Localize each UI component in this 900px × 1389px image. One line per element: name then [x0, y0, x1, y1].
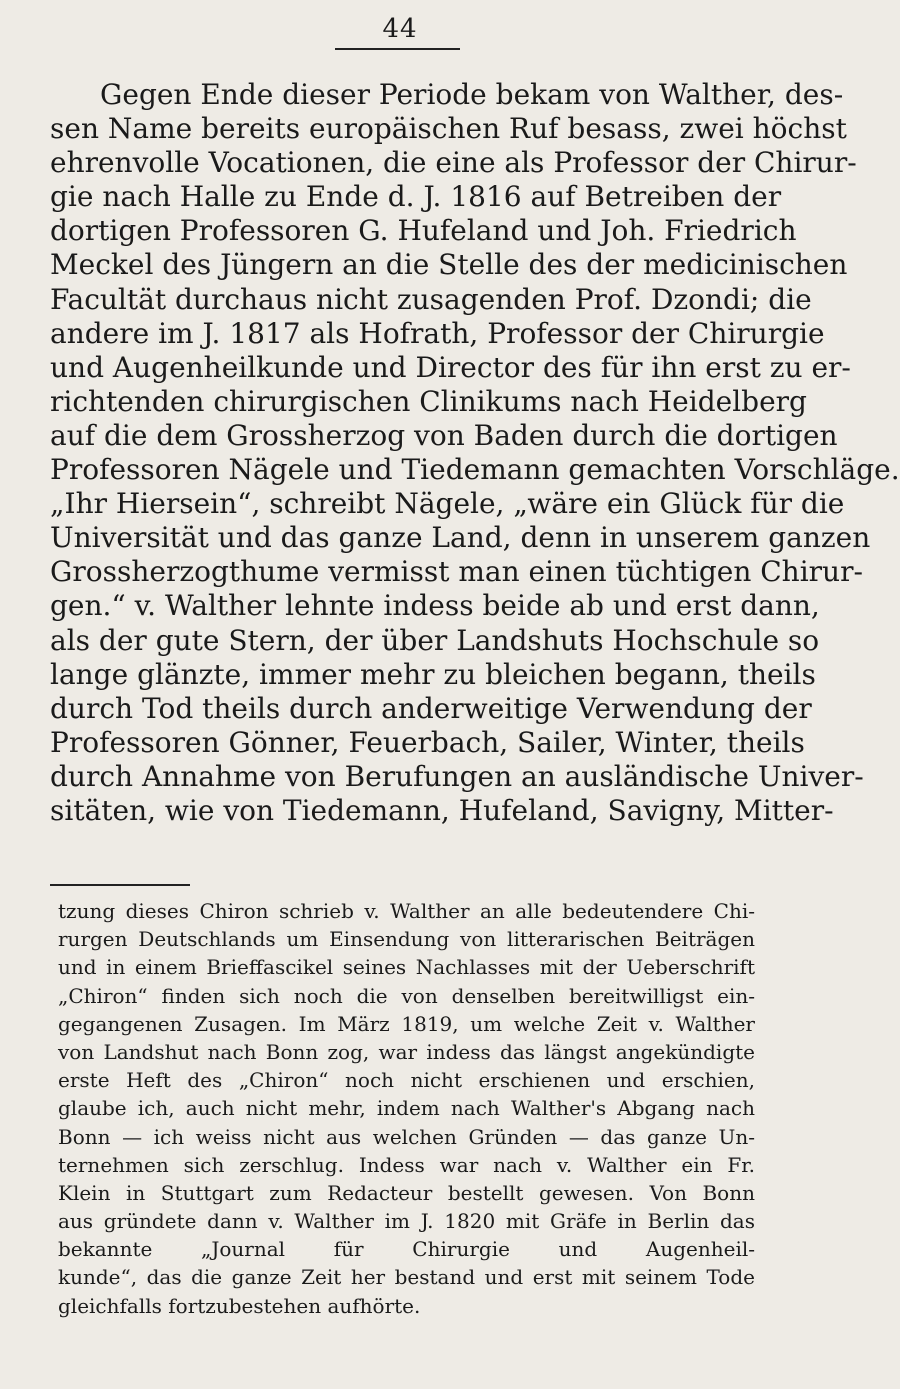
text-line: lange glänzte, immer mehr zu bleichen begann, theils: [50, 657, 816, 691]
footnote-line: glaube ich, auch nicht mehr, indem nach Walther's Abgang nach: [58, 1096, 755, 1121]
main-text: [50, 78, 900, 828]
text-line: gie nach Halle zu Ende d. J. 1816 auf Betreiben der: [50, 180, 782, 214]
footnote-line: gegangenen Zusagen. Im März 1819, um welche Zeit v. Walther: [58, 1011, 755, 1036]
text-line: „Ihr Hiersein“, schreibt Nägele, „wäre ein Glück für die: [50, 487, 845, 521]
header-rule: [335, 48, 460, 50]
footnote-line: und in einem Brieffascikel seines Nachlasses mit der Ueberschrift: [58, 955, 755, 980]
text-line: als der gute Stern, der über Landshuts Hochschule so: [50, 623, 820, 657]
footnote-line: bekannte „Journal für Chirurgie und Augenheil-: [58, 1237, 755, 1262]
footnote-line: erste Heft des „Chiron“ noch nicht erschienen und erschien,: [58, 1068, 755, 1093]
text-line: sen Name bereits europäischen Ruf besass, zwei höchst: [50, 112, 847, 146]
footnote-line: tzung dieses Chiron schrieb v. Walther an alle bedeutendere Chi-: [58, 899, 755, 923]
footnote-line: aus gründete dann v. Walther im J. 1820 mit Gräfe in Berlin das: [58, 1209, 755, 1234]
footnote-line: ternehmen sich zerschlug. Indess war nach v. Walther ein Fr.: [58, 1152, 755, 1177]
text-line: dortigen Professoren G. Hufeland und Joh. Friedrich: [50, 214, 797, 248]
text-line: sitäten, wie von Tiedemann, Hufeland, Savigny, Mitter-: [50, 793, 834, 827]
text-line: andere im J. 1817 als Hofrath, Professor der Chirurgie: [50, 316, 825, 350]
footnote-line: „Chiron“ finden sich noch die von denselben bereitwilligst ein-: [58, 983, 755, 1008]
footnote: [58, 897, 755, 1320]
footnote-line: gleichfalls fortzubestehen aufhörte.: [58, 1293, 421, 1318]
text-line: Grossherzogthume vermisst man einen tüchtigen Chirur-: [50, 555, 863, 589]
text-line: gen.“ v. Walther lehnte indess beide ab und erst dann,: [50, 589, 820, 623]
text-line: durch Tod theils durch anderweitige Verwendung der: [50, 691, 812, 725]
text-line: und Augenheilkunde und Director des für ihn erst zu er-: [50, 350, 851, 384]
text-line: Facultät durchaus nicht zusagenden Prof. Dzondi; die: [50, 282, 812, 316]
text-line: durch Annahme von Berufungen an ausländische Univer-: [50, 759, 864, 793]
text-line: Professoren Gönner, Feuerbach, Sailer, Winter, theils: [50, 725, 805, 759]
footnote-line: kunde“, das die ganze Zeit her bestand und erst mit seinem Tode: [58, 1265, 755, 1290]
text-line: Meckel des Jüngern an die Stelle des der medicinischen: [50, 248, 848, 282]
text-line: Professoren Nägele und Tiedemann gemachten Vorschläge.: [50, 453, 900, 487]
footnote-line: Klein in Stuttgart zum Redacteur bestellt gewesen. Von Bonn: [58, 1180, 755, 1205]
text-line: Gegen Ende dieser Periode bekam von Walther, des-: [100, 78, 844, 111]
footnote-line: Bonn — ich weiss nicht aus welchen Gründen — das ganze Un-: [58, 1124, 755, 1149]
page-number: 44: [382, 14, 418, 44]
footnote-rule: [50, 884, 190, 886]
text-line: ehrenvolle Vocationen, die eine als Professor der Chirur-: [50, 146, 857, 180]
text-line: auf die dem Grossherzog von Baden durch die dortigen: [50, 418, 838, 452]
footnote-line: von Landshut nach Bonn zog, war indess das längst angekündigte: [58, 1039, 755, 1064]
text-line: richtenden chirurgischen Clinikums nach Heidelberg: [50, 384, 807, 418]
footnote-line: rurgen Deutschlands um Einsendung von litterarischen Beiträgen: [58, 927, 755, 952]
text-line: Universität und das ganze Land, denn in unserem ganzen: [50, 521, 871, 555]
